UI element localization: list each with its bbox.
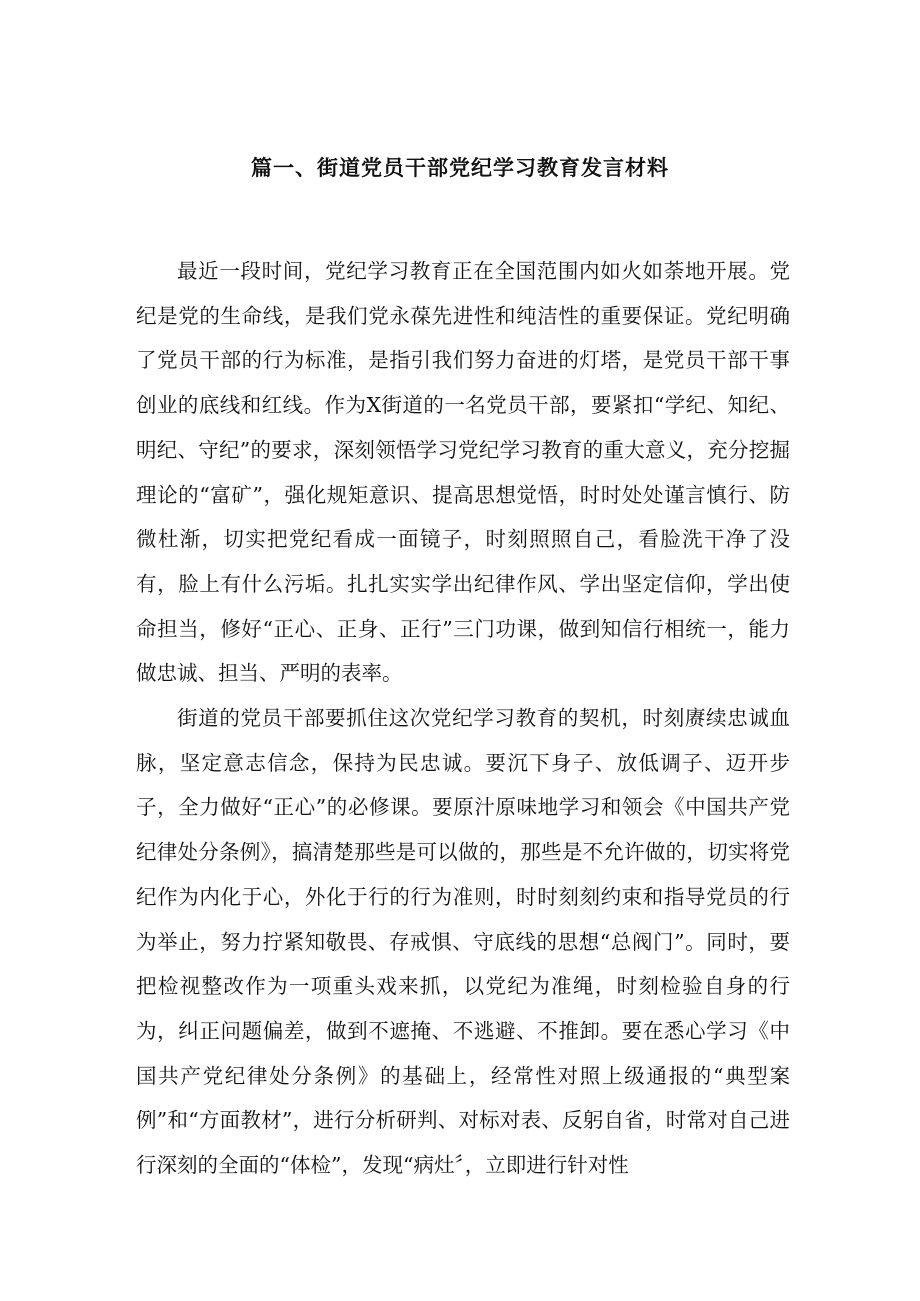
document-title: 篇一、街道党员干部党纪学习教育发言材料 bbox=[251, 155, 669, 180]
document-body bbox=[136, 249, 790, 1188]
paragraph-2: 街道的党员干部要抓住这次党纪学习教育的契机，时刻赓续忠诚血脉，坚定意志信念，保持为民忠诚。要沉下身子、放低调子、迈开步子，全力做好“正心”的必修课。要原汁原味地学习和领会《中国共产党纪律处分条例》，搞清楚那些是可以做的，那些是不允许做的，切实将党纪作为内化于心，外化于行的行为准则，时时刻刻约束和指导党员的行为举止，努力拧紧知敬畏、存戒惧、守底线的思想“总阀门”。同时，要把检视整改作为一项重头戏来抓，以党纪为准绳，时刻检验自身的行为，纠正问题偏差，做到不遮掩、不逃避、不推卸。要在悉心学习《中国共产党纪律处分条例》的基础上，经常性对照上级通报的“典型案例”和“方面教材”，进行分析研判、对标对表、反躬自省，时常对自己进行深刻的全面的“体检”，发现“病灶〞，立即进行针对性 bbox=[136, 706, 790, 1178]
paragraph-1: 最近一段时间，党纪学习教育正在全国范围内如火如荼地开展。党纪是党的生命线，是我们党永葆先进性和纯洁性的重要保证。党纪明确了党员干部的行为标准，是指引我们努力奋进的灯塔，是党员干部干事创业的底线和红线。作为X街道的一名党员干部，要紧扣“学纪、知纪、明纪、守纪”的要求，深刻领悟学习党纪学习教育的重大意义，充分挖掘理论的“富矿”，强化规矩意识、提高思想觉悟，时时处处谨言慎行、防微杜渐，切实把党纪看成一面镜子，时刻照照自己，看脸洗干净了没有，脸上有什么污垢。扎扎实实学出纪律作风、学出坚定信仰，学出使命担当，修好“正心、正身、正行”三门功课，做到知信行相统一，能力做忠诚、担当、严明的表率。 bbox=[136, 259, 790, 686]
